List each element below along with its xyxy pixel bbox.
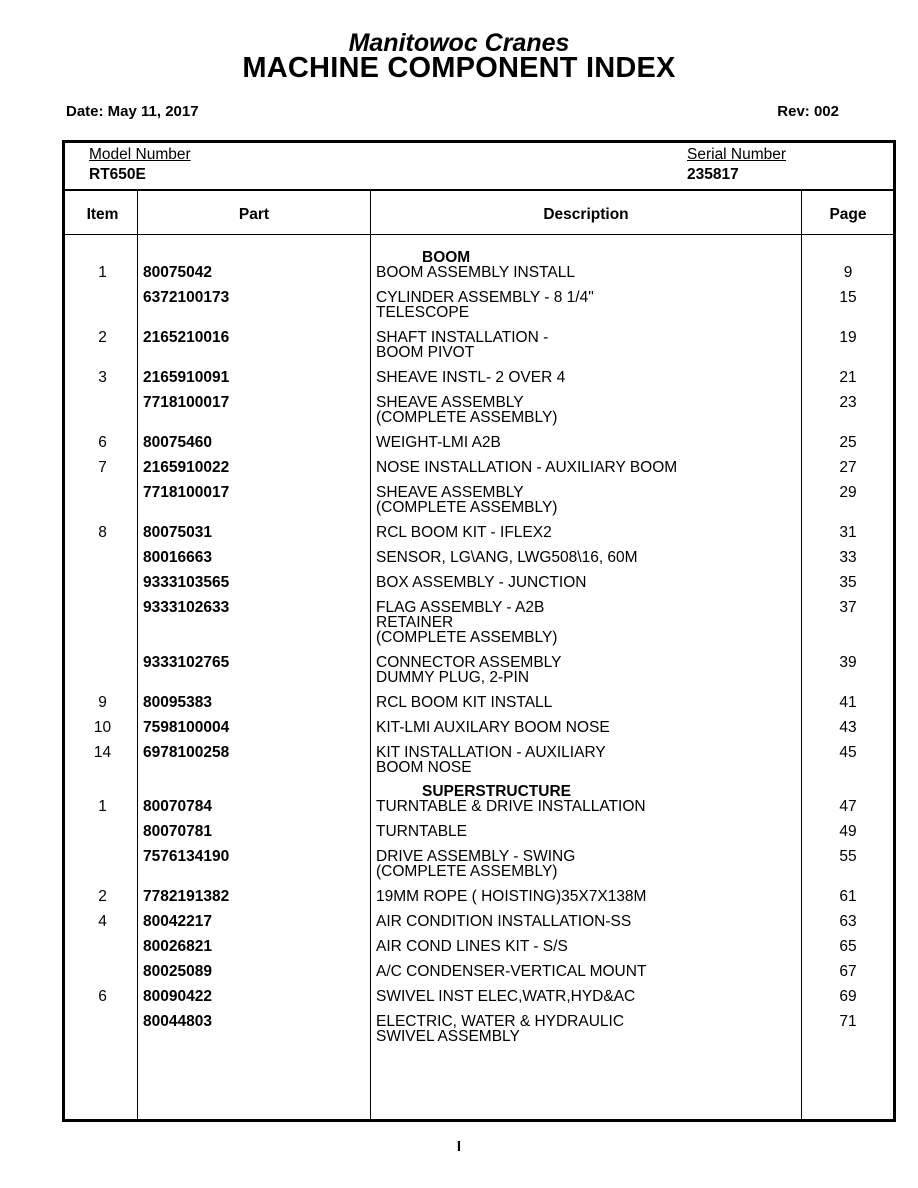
description-line: SHEAVE ASSEMBLY — [376, 394, 524, 411]
part-number: 7598100004 — [143, 719, 230, 736]
table-row — [65, 485, 893, 515]
description-line: RCL BOOM KIT - IFLEX2 — [376, 524, 552, 541]
description-line: SHAFT INSTALLATION - — [376, 329, 549, 346]
part-description — [376, 485, 796, 515]
description-line: FLAG ASSEMBLY - A2B — [376, 599, 545, 616]
description-line: TELESCOPE — [376, 304, 470, 321]
part-description — [376, 799, 796, 814]
page-reference: 49 — [839, 823, 857, 840]
part-number: 80025089 — [143, 963, 212, 980]
item-number: 3 — [98, 369, 107, 386]
company-name: Manitowoc Cranes — [348, 29, 570, 57]
table-row — [65, 799, 893, 814]
part-description — [376, 525, 796, 540]
description-line: RETAINER — [376, 614, 454, 631]
description-line: (COMPLETE ASSEMBLY) — [376, 629, 558, 646]
page-reference: 35 — [839, 574, 857, 591]
part-number: 80070781 — [143, 823, 212, 840]
page-reference: 67 — [839, 963, 857, 980]
table-row — [65, 600, 893, 645]
part-number: 2165910091 — [143, 369, 230, 386]
page-reference: 39 — [839, 654, 857, 671]
part-description — [376, 460, 796, 475]
column-header-item: Item — [86, 206, 119, 223]
part-number: 80095383 — [143, 694, 212, 711]
part-description — [376, 550, 796, 565]
page-reference: 41 — [839, 694, 857, 711]
description-line: (COMPLETE ASSEMBLY) — [376, 409, 558, 426]
table-row — [65, 745, 893, 775]
part-number: 2165910022 — [143, 459, 230, 476]
description-line: DUMMY PLUG, 2-PIN — [376, 669, 530, 686]
table-row — [65, 964, 893, 979]
part-number: 7782191382 — [143, 888, 230, 905]
column-header-page: Page — [829, 206, 867, 223]
page-reference: 29 — [839, 484, 857, 501]
description-line: SENSOR, LG\ANG, LWG508\16, 60M — [376, 549, 638, 566]
table-row — [65, 849, 893, 879]
part-number: 80042217 — [143, 913, 212, 930]
table-row — [65, 370, 893, 385]
part-number: 80075031 — [143, 524, 212, 541]
page-reference: 33 — [839, 549, 857, 566]
table-row — [65, 525, 893, 540]
table-row — [65, 290, 893, 320]
page-reference: 55 — [839, 848, 857, 865]
description-line: BOOM NOSE — [376, 759, 472, 776]
part-description — [376, 265, 796, 280]
item-number: 6 — [98, 988, 107, 1005]
section-heading: SUPERSTRUCTURE — [422, 783, 571, 800]
page-reference: 47 — [839, 798, 857, 815]
item-number: 10 — [93, 719, 112, 736]
table-row — [65, 720, 893, 735]
description-line: CONNECTOR ASSEMBLY — [376, 654, 562, 671]
table-row — [65, 655, 893, 685]
description-line: TURNTABLE & DRIVE INSTALLATION — [376, 798, 646, 815]
part-description — [376, 330, 796, 360]
page-reference: 63 — [839, 913, 857, 930]
component-index-table — [62, 140, 896, 1122]
serial-number-value: 235817 — [687, 166, 739, 183]
part-number: 7718100017 — [143, 394, 230, 411]
part-number: 80090422 — [143, 988, 212, 1005]
part-description — [376, 655, 796, 685]
item-number: 6 — [98, 434, 107, 451]
item-number: 2 — [98, 888, 107, 905]
description-line: TURNTABLE — [376, 823, 468, 840]
page-reference: 15 — [839, 289, 857, 306]
part-description — [376, 695, 796, 710]
part-description — [376, 720, 796, 735]
part-number: 80070784 — [143, 798, 212, 815]
description-line: SHEAVE ASSEMBLY — [376, 484, 524, 501]
item-number: 8 — [98, 524, 107, 541]
item-number: 4 — [98, 913, 107, 930]
table-row — [65, 989, 893, 1004]
part-description — [376, 395, 796, 425]
column-header-divider — [65, 234, 893, 235]
part-number: 7718100017 — [143, 484, 230, 501]
description-line: DRIVE ASSEMBLY - SWING — [376, 848, 576, 865]
part-number: 2165210016 — [143, 329, 230, 346]
part-number: 7576134190 — [143, 848, 230, 865]
part-description — [376, 370, 796, 385]
part-description — [376, 849, 796, 879]
table-row — [65, 889, 893, 904]
part-number: 6978100258 — [143, 744, 230, 761]
table-row — [65, 395, 893, 425]
part-description — [376, 824, 796, 839]
table-row — [65, 435, 893, 450]
table-row — [65, 575, 893, 590]
part-description — [376, 435, 796, 450]
description-line: CYLINDER ASSEMBLY - 8 1/4" — [376, 289, 594, 306]
serial-number-label: Serial Number — [687, 146, 787, 163]
document-revision: Rev: 002 — [777, 103, 839, 120]
part-number: 80026821 — [143, 938, 212, 955]
table-row — [65, 914, 893, 929]
page-reference: 45 — [839, 744, 857, 761]
part-number: 6372100173 — [143, 289, 230, 306]
model-number-label: Model Number — [89, 146, 191, 163]
part-description — [376, 889, 796, 904]
item-number: 2 — [98, 329, 107, 346]
description-line: NOSE INSTALLATION - AUXILIARY BOOM — [376, 459, 678, 476]
part-description — [376, 600, 796, 645]
part-number: 9333102633 — [143, 599, 230, 616]
table-row — [65, 265, 893, 280]
description-line: BOOM ASSEMBLY INSTALL — [376, 264, 575, 281]
description-line: AIR COND LINES KIT - S/S — [376, 938, 568, 955]
table-row — [65, 824, 893, 839]
item-number: 1 — [98, 264, 107, 281]
page-reference: 65 — [839, 938, 857, 955]
section-heading: BOOM — [422, 249, 471, 266]
table-body — [65, 251, 893, 1054]
description-line: KIT-LMI AUXILARY BOOM NOSE — [376, 719, 610, 736]
page-reference: 69 — [839, 988, 857, 1005]
description-line: AIR CONDITION INSTALLATION-SS — [376, 913, 632, 930]
table-row — [65, 330, 893, 360]
part-description — [376, 914, 796, 929]
item-number: 7 — [98, 459, 107, 476]
part-number: 9333102765 — [143, 654, 230, 671]
document-date: Date: May 11, 2017 — [66, 103, 199, 120]
document-title: MACHINE COMPONENT INDEX — [242, 52, 676, 84]
model-number-value: RT650E — [89, 166, 146, 183]
column-header-part: Part — [238, 206, 270, 223]
page-reference: 9 — [843, 264, 853, 281]
description-line: RCL BOOM KIT INSTALL — [376, 694, 553, 711]
page-reference: 19 — [839, 329, 857, 346]
item-number: 14 — [93, 744, 112, 761]
page-reference: 37 — [839, 599, 857, 616]
description-line: (COMPLETE ASSEMBLY) — [376, 499, 558, 516]
page-reference: 25 — [839, 434, 857, 451]
description-line: BOOM PIVOT — [376, 344, 475, 361]
description-line: (COMPLETE ASSEMBLY) — [376, 863, 558, 880]
part-description — [376, 290, 796, 320]
part-description — [376, 1014, 796, 1044]
page-reference: 31 — [839, 524, 857, 541]
description-line: A/C CONDENSER-VERTICAL MOUNT — [376, 963, 647, 980]
item-number: 9 — [98, 694, 107, 711]
description-line: BOX ASSEMBLY - JUNCTION — [376, 574, 587, 591]
part-number: 80044803 — [143, 1013, 212, 1030]
part-number: 80016663 — [143, 549, 212, 566]
table-row — [65, 1014, 893, 1044]
part-description — [376, 939, 796, 954]
description-line: SWIVEL INST ELEC,WATR,HYD&AC — [376, 988, 636, 1005]
part-description — [376, 989, 796, 1004]
table-row — [65, 695, 893, 710]
page-number: I — [456, 1138, 462, 1155]
part-number: 9333103565 — [143, 574, 230, 591]
description-line: WEIGHT-LMI A2B — [376, 434, 501, 451]
page-reference: 21 — [839, 369, 857, 386]
part-description — [376, 964, 796, 979]
table-row — [65, 939, 893, 954]
page-reference: 43 — [839, 719, 857, 736]
description-line: SHEAVE INSTL- 2 OVER 4 — [376, 369, 566, 386]
description-line: SWIVEL ASSEMBLY — [376, 1028, 520, 1045]
page-reference: 27 — [839, 459, 857, 476]
page-reference: 71 — [839, 1013, 857, 1030]
part-description — [376, 745, 796, 775]
part-number: 80075460 — [143, 434, 212, 451]
table-row — [65, 460, 893, 475]
table-row — [65, 550, 893, 565]
column-header-description: Description — [543, 206, 629, 223]
item-number: 1 — [98, 798, 107, 815]
part-number: 80075042 — [143, 264, 212, 281]
page-reference: 23 — [839, 394, 857, 411]
part-description — [376, 575, 796, 590]
description-line: KIT INSTALLATION - AUXILIARY — [376, 744, 606, 761]
description-line: ELECTRIC, WATER & HYDRAULIC — [376, 1013, 625, 1030]
page-reference: 61 — [839, 888, 857, 905]
header-divider — [65, 189, 893, 191]
description-line: 19MM ROPE ( HOISTING)35X7X138M — [376, 888, 647, 905]
